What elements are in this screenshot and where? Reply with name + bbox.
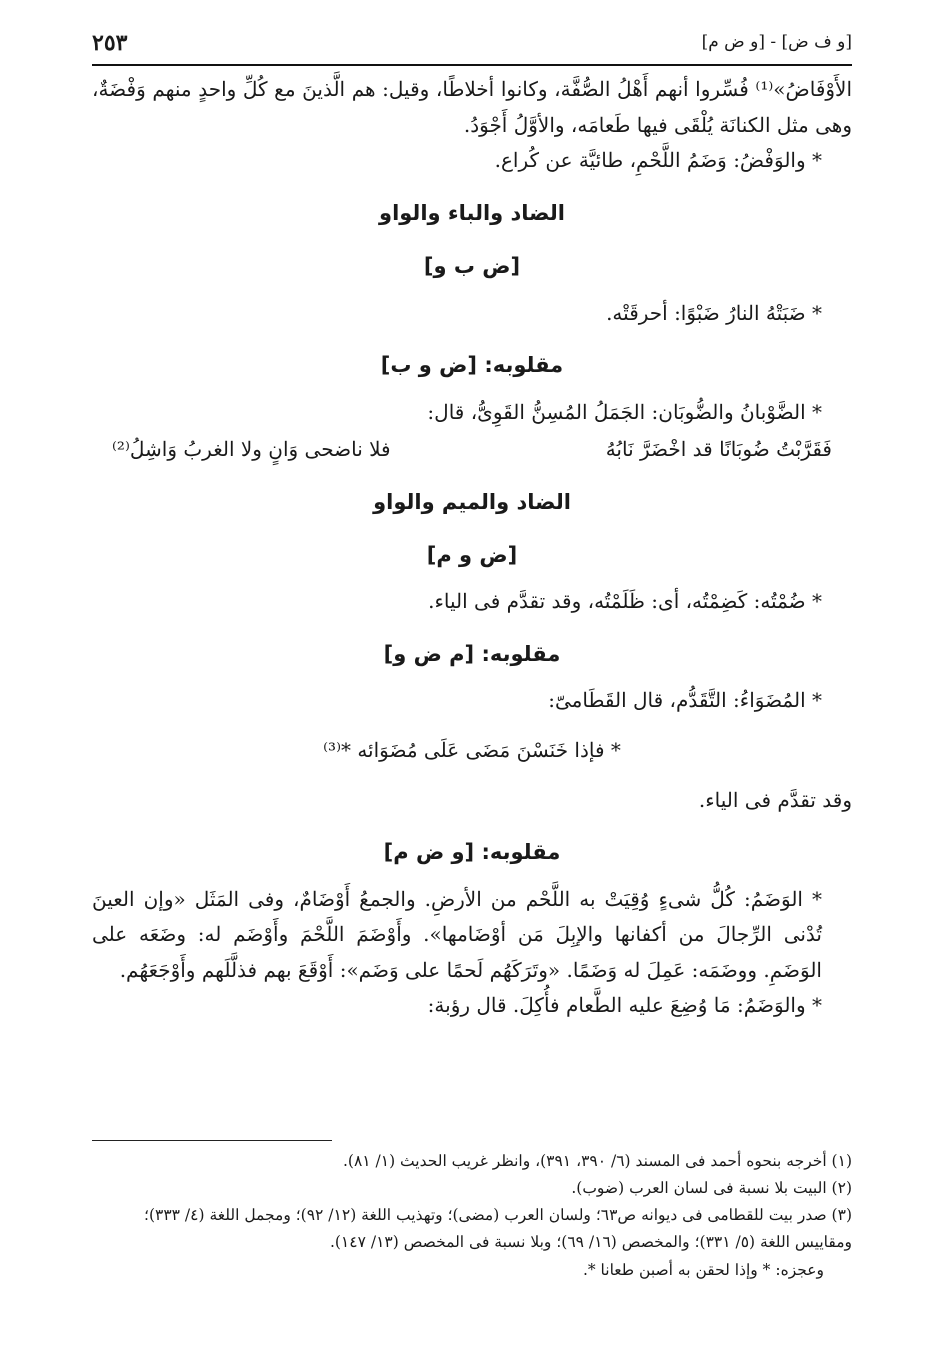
running-head: [و ف ض] - [و ض م]	[701, 32, 852, 52]
header-rule	[92, 64, 852, 66]
footnote-rule	[92, 1140, 332, 1141]
verse-1-first-hemistich: فَقَرَّبْتُ ضُوبَانًا قد اخْضَرَّ نَابُهُ	[605, 437, 832, 462]
footnote-3: (٣) صدر بيت للقطامى فى ديوانه ص٦٣؛ ولسان العرب (مضى)؛ وتهذيب اللغة (١٢/ ٩٢)؛ ومجمل اللغة (٤/ ٣٣٣)؛ ومقاييس اللغة (٥/ ٣٣١)؛ والمخصص (١٦/ ٦٩)؛ وبلا نسبة فى المخصص (١٣/ ١٤٧).	[144, 1206, 852, 1252]
section-heading-1: الضاد والباء والواو	[379, 200, 565, 225]
verse-2: * فإذا خَنَسْنَ مَضَى عَلَى مُضَوَائه *⁽³⁾	[323, 738, 621, 762]
paragraph-9: * والوَضَمُ: مَا وُضِعَ عليه الطَّعام فأُكِلَ. قال رؤبة:	[427, 993, 822, 1018]
footnote-2: (٢) البيت بلا نسبة فى لسان العرب (ضوب).	[571, 1179, 852, 1198]
root-heading-5: مقلوبه: [و ض م]	[383, 840, 561, 865]
paragraph-1: الأَوْفَاضُ»⁽¹⁾ فُسِّروا أنهم أَهْلُ الصُّفَّة، وكانوا أخلاطًا، وقيل: هم الَّذينَ مع كُلِّ واحدٍ منهم وَفْضَةٌ، وهى مثل الكنانَة يُلْقَى فيها طَعامَه، والأوَّلُ أَجْوَدُ.	[92, 77, 852, 137]
root-heading-4: مقلوبه: [م ض و]	[383, 642, 561, 667]
paragraph-8: * الوَضَمُ: كُلُّ شىءٍ وُقِيَتْ به اللَّحْم من الأرضِ. والجمعُ أَوْضَامٌ، وفى المَثَل «وإن العينَ تُدْنى الرِّجالَ من أكفانها والإبِلَ مَن أوْضَامها». وأَوْضَمَ اللَّحْمَ وأَوْضَم له: وضَعَه على الوَضَمِ. ووضَمَه: عَمِلَ له وَضَمًا. «وتَرَكَهُم لَحمًا على وَضَم»: أَوْقَعَ بهم فذلَّلَهم وأَوْجَعَهُم.	[92, 886, 822, 982]
footnote-1: (١) أخرجه بنحوه أحمد فى المسند (٦/ ٣٩٠، ٣٩١)، وانظر غريب الحديث (١/ ٨١).	[342, 1152, 852, 1170]
paragraph-2: * والوَفْضُ: وَضَمُ اللَّحْمِ، طائيَّة عن كُراع.	[494, 148, 822, 173]
main-text	[92, 72, 852, 1024]
paragraph-6: * المُضَوَاءُ: التَّقَدُّم، قال القَطَامىّ:	[548, 688, 822, 713]
verse-1-second-hemistich: فلا ناضحى وَانٍ ولا الغربُ وَاشِلُ⁽²⁾	[112, 437, 391, 462]
root-heading-3: [ض و م]	[426, 543, 518, 568]
paragraph-7: وقد تقدَّم فى الياء.	[698, 787, 852, 812]
paragraph-5: * ضُمْتُه: كَضِمْتُه، أى: ظَلَمْتُه، وقد تقدَّم فى الياء.	[428, 589, 822, 614]
page-header	[92, 30, 852, 62]
paragraph-3: * ضَبَتْهُ النارُ ضَبْوًا: أحرقَتْه.	[606, 300, 822, 325]
footnotes	[92, 1148, 852, 1284]
section-heading-2: الضاد والميم والواو	[373, 489, 571, 514]
root-heading-2: مقلوبه: [ض و ب]	[380, 353, 564, 378]
footnote-3-continuation: وعجزه: * وإذا لحقن به أصبن طعانا *.	[582, 1260, 824, 1279]
root-heading-1: [ض ب و]	[423, 254, 521, 279]
verse-1	[92, 432, 852, 468]
paragraph-4: * الضَّوْبانُ والضُّوبَان: الجَمَلُ المُسِنُّ القَوِىُّ، قال:	[427, 399, 822, 424]
page-number: ٢٥٣	[92, 30, 128, 56]
